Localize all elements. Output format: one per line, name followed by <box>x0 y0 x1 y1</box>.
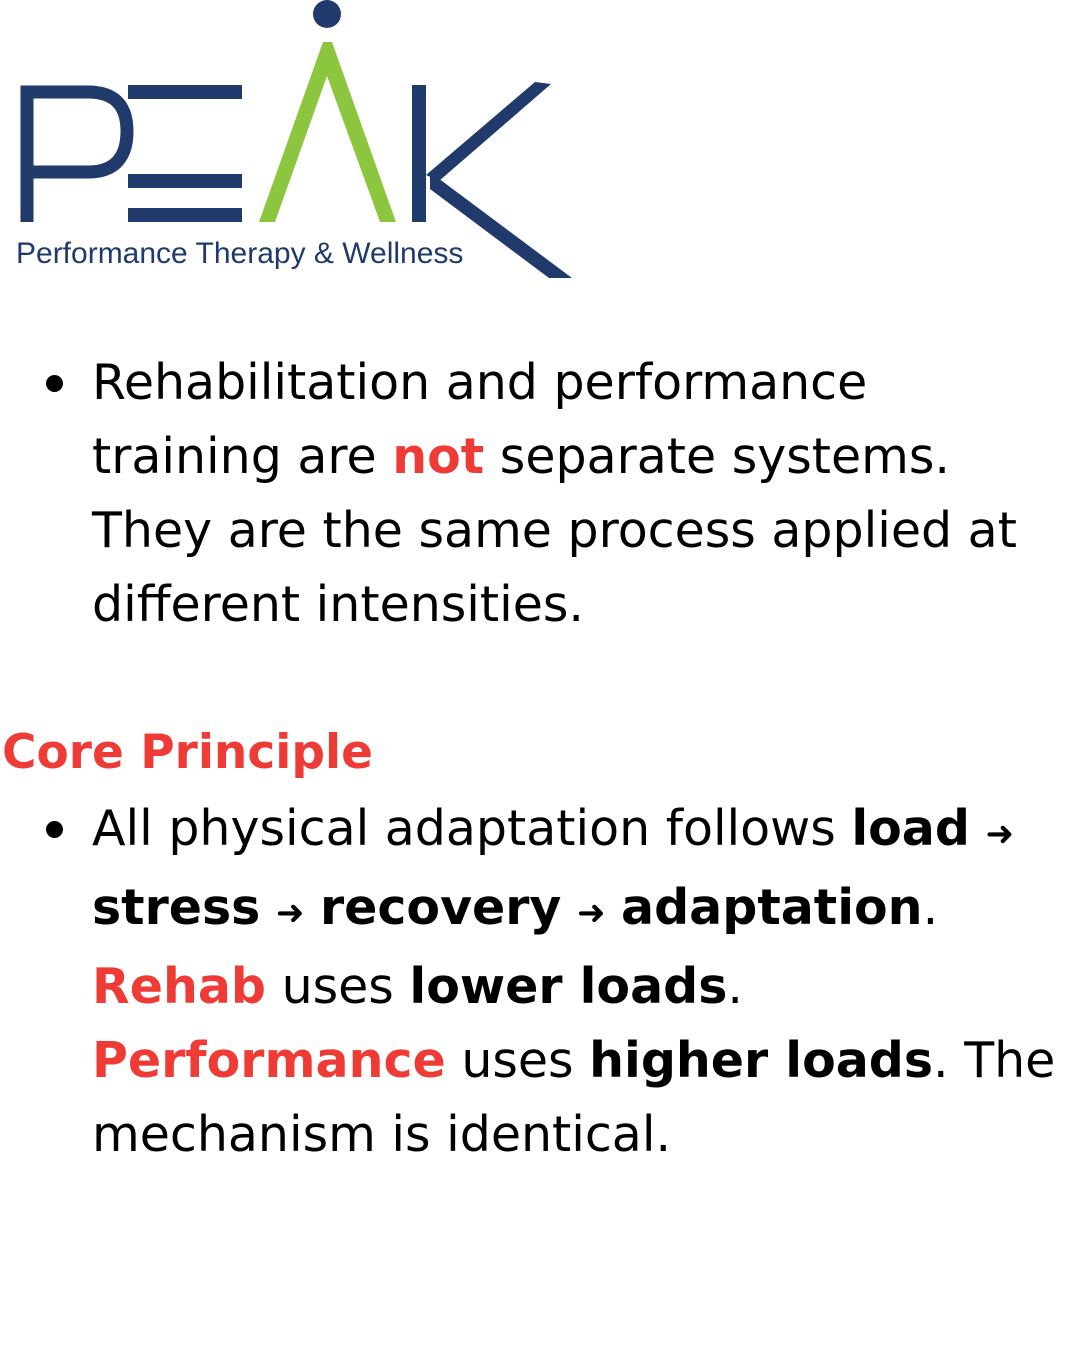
intro-emphasis-not: not <box>392 428 485 485</box>
core-principle-bullet-list <box>0 792 1080 1172</box>
bullet-dot-icon <box>46 375 63 392</box>
logo-letter-a <box>259 0 396 222</box>
core-text-6: . The mechanism is identical. <box>92 1032 1056 1163</box>
core-principle-heading: Core Principle <box>2 725 373 780</box>
logo-letter-p <box>27 92 127 222</box>
logo-tagline: Performance Therapy & Wellness <box>16 237 464 270</box>
core-text-5: uses <box>445 1032 590 1089</box>
step-stress: stress <box>92 879 261 936</box>
arrow-icon: ➜ <box>275 893 305 933</box>
step-load: load <box>851 800 970 857</box>
core-text-4: . <box>727 958 743 1015</box>
lower-loads-text: lower loads <box>409 958 728 1015</box>
core-principle-bullet-item <box>0 792 1080 1172</box>
bullet-dot-icon <box>46 821 63 838</box>
core-text-1: All physical adaptation follows <box>92 800 852 857</box>
arrow-icon: ➜ <box>576 893 606 933</box>
rehab-label: Rehab <box>92 958 266 1015</box>
core-text-2: . <box>922 879 939 936</box>
arrow-icon: ➜ <box>985 814 1015 854</box>
core-text-3: uses <box>266 958 410 1015</box>
intro-bullet-item <box>0 346 1080 642</box>
performance-label: Performance <box>92 1032 446 1089</box>
peak-logo <box>0 0 600 290</box>
higher-loads-text: higher loads <box>589 1032 934 1089</box>
step-adaptation: adaptation <box>621 879 923 936</box>
step-recovery: recovery <box>319 879 562 936</box>
peak-logo-graphic <box>0 0 600 290</box>
intro-text-1: Rehabilitation and performance training are <box>92 354 868 485</box>
intro-text-2: separate systems. They are the same process applied at different intensities. <box>92 428 1017 633</box>
intro-bullet-list <box>0 346 1080 642</box>
logo-letter-e <box>128 85 242 222</box>
